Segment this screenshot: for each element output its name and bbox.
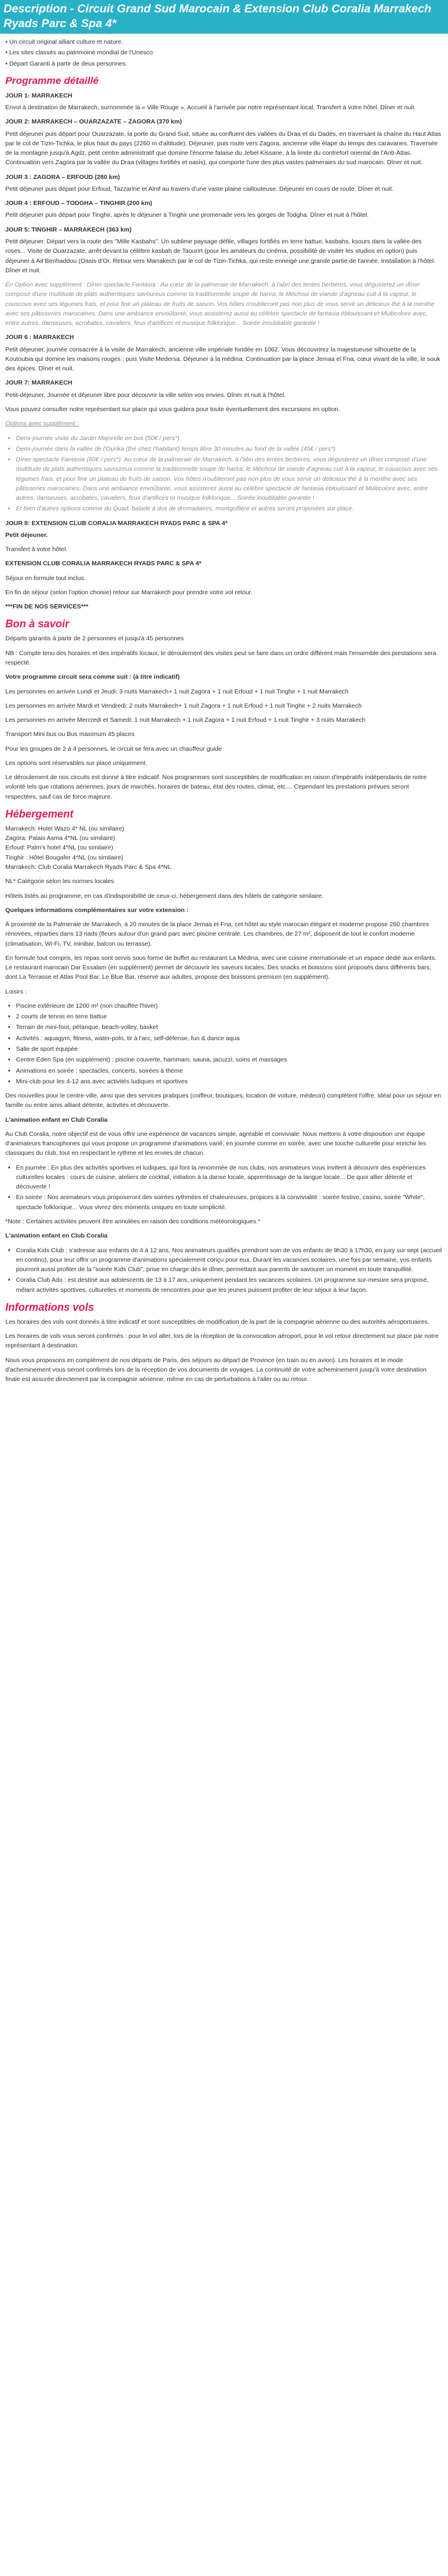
animation-list xyxy=(5,1163,443,1212)
option-item: • Demi-journée visite du Jardin Majorelle en bus (50€ / pers*) xyxy=(16,434,443,443)
hebergement-heading: Hébergement xyxy=(5,807,74,820)
bas-text: Les personnes en arrivée Lundi et Jeudi: 3 nuits Marrakech+ 1 nuit Zagora + 1 nuit Erfoud + 1 nuit Tinghir + 1 nuit Marrakech xyxy=(5,688,349,695)
vols-heading: Informations vols xyxy=(5,1301,95,1313)
day-block xyxy=(5,172,443,194)
representative-note: Vous pouvez consulter notre représentant sur place qui vous guidera pour toute éventuellement des excursions en option. xyxy=(5,405,340,413)
options-title: Options avec supplément : xyxy=(5,420,79,428)
day-title: JOUR 7: MARRAKECH xyxy=(5,379,73,387)
bas-text: Pour les groupes de 2 à 4 personnes, le circuit se fera avec un chauffeur guide xyxy=(5,745,222,753)
day8-line: En fin de séjour (selon l'option choisie) retour sur Marrakech pour prendre votre vol retour. xyxy=(5,588,253,596)
option-fantasia-note: En Option avec supplément : Dîner-spectacle Fantasia : Au cœur de la palmeraie de Marrakech, à l'abri des tentes berbères, vous dégusterez un dîner composé d'une multitude de plats authentiques savoureux comme la traditionnelle soupe de harira, le Méchoui de viande d'agneau cuit à la vapeur, le couscous avec ses légumes frais, et pour finir un plateau de fruits de saison. Vos hôtes n'oublieront pas non plus de vous servir un délicieux thé à la menthe avec ses pâtisseries marocaines. Dans une ambiance envoûtante, vous assisterez aussi au célèbre spectacle de fantasia éblouissant et Multicolore avec, entre autres, danseuses, acrobates, cavaliers, feux d'artifices et musique folklorique... Soirée inoubliable garantie ! xyxy=(5,281,434,327)
hotel-item: Marrakech: Hotel Wazo 4* NL (ou similaire) xyxy=(5,825,125,832)
vols-text: Les horaires de vols vous seront confirmés : pour le vol aller, lors de la réception de la convocation aéroport, pour le vol retour directement sur place par notre représentant à destination. xyxy=(5,1333,439,1350)
day-block xyxy=(5,117,443,167)
day-block xyxy=(5,198,443,220)
highlight-item: • Départ Garanti à partir de deux personnes. xyxy=(5,59,443,69)
loisir-item: • Activités : aquagym, fitness, water-polo, tir à l'arc, self-défense, fun & dance aqua xyxy=(16,1034,443,1043)
day-title: JOUR 5: TINGHIR – MARRAKECH (363 km) xyxy=(5,226,132,233)
loisirs-list xyxy=(5,1001,443,1086)
hotel-item: Marrakech: Club Coralia Marrakech Ryads Parc & Spa 4*NL xyxy=(5,864,171,871)
day-text: Petit déjeuner, journée consacrée à la visite de Marrakech, ancienne ville impériale fondée en 1062. Vous découvrirez la majestueuse silhouette de la Koutoubia qui domine les maisons rouges ; puis Visite Medersa. Déjeuner à la médina. Continuation par la place Jemaa el Fna, cœur vivant de la ville, le souk des épices. Dîner et nuit. xyxy=(5,346,440,373)
hotels-note: Hôtels listés au programme, en cas d'indisponibilité de ceux-ci, hébergement dans des hôtels de catégorie similaire. xyxy=(5,892,324,900)
end-of-services: ***FIN DE NOS SERVICES*** xyxy=(5,603,89,611)
day-text: Petit déjeuner puis départ pour Ouarzazate, la porte du Grand Sud, située au confluent des vallées du Draa et du Dadès, en traversant la chaîne du Haut Atlas par le col de Tizin-Tichka, le plus haut du pays (2260 m d'altitude). Déjeuner, puis route vers Zagora, ancienne ville étape du temps des caravanes. Traversée de la montagne jusqu'à Agdz, petit centre administratif que domine l'énorme falaise du Jebel Kissane, à la limite du contrefort oriental de l'Anti-Atlas. Continuation vers Zagora par la vallée du Draa (villages fortifiés et oasis), qui comporte l'une des plus vastes palmeraies du sud marocain. Dîner et nuit. xyxy=(5,130,441,167)
hotel-item: Zagora: Palais Asma 4*NL (ou similaire) xyxy=(5,835,115,842)
animation-text: Au Club Coralia, notre objectif est de vous offrir une expérience de vacances simple, agréable et conviviale. Nous mettons à votre disposition une équipe d'animateurs francophones qui vous propose un programme d'animations varié, en journée comme en soirée, avec une touche culturelle pour enrichir les classiques du club, tout en respectant le rythme et les envies de chacun. xyxy=(5,1130,426,1157)
kids-item: • Coralia Kids Club : s'adresse aux enfants de 4 à 12 ans. Nos animateurs qualifiés prendront soin de vos enfants de 9h30 à 17h30, en juxy sur sept (accueil en continu), pour leur offrir un programme d'animations spécialement conçu pour eux. Durant les vacances scolaires, une fois par semaine, vos enfants pourront aussi profiter de la "soirée Kids Club", prise en charge dès le dîner, permettant aux parents de savourer un moment en toute tranquillité. xyxy=(16,1246,443,1275)
programme-heading: Programme détaillé xyxy=(5,74,99,86)
bas-text: NB : Compte tenu des horaires et des impératifs locaux, le déroulement des visites peut se faire dans un ordre différent mais l'ensemble des prestations sera respecté. xyxy=(5,649,437,667)
day-text: Petit déjeuner puis départ pour Erfoud, Tazzarine et Alnif au travers d'une vaste plaine caillouteuse. Déjeuner en cours de route. Dîner et nuit. xyxy=(5,185,394,193)
loisir-item: • Piscine extérieure de 1200 m² (non chauffée l'hiver) xyxy=(16,1001,443,1011)
kids-title: L'animation enfant en Club Coralia xyxy=(5,1232,108,1240)
bas-programme-title: Votre programme circuit sera comme suit : (à titre indicatif) xyxy=(5,673,180,681)
day8-line: Petit déjeuner. xyxy=(5,531,48,539)
loisirs-title: Loisirs : xyxy=(5,988,27,995)
day8-line: Transfert à votre hôtel. xyxy=(5,546,68,553)
day-block xyxy=(5,378,443,400)
loisir-item: • Salle de sport équipée xyxy=(16,1044,443,1054)
option-item: • Demi-journée dans la vallée de l'Ourika (thé chez l'habitant) temps libre 30 minutes au fond de la vallée (45€ / pers*) xyxy=(16,444,443,454)
option-item: • Dîner-spectacle Fantasia (60€ / pers*): Au cœur de la palmeraie de Marrakech, à l'abri des tentes berbères, vous dégusterez un dîner composé d'une multitude de plats authentiques savoureux comme la traditionnelle soupe de harira, le Méchoui de viande d'agneau cuit à la vapeur, le couscous avec ses légumes frais, et pour finir un plateau de fruits de saison. Vos hôtes n'oublieront pas non plus de vous servir un délicieux thé à la menthe avec ses pâtisseries marocaines. Dans une ambiance envoûtante, vous assisterez aussi au célèbre spectacle de fantasia éblouissant et Multicolore avec, entre autres, danseuses, acrobates, cavaliers, feux d'artifices et musique folklorique... Soirée inoubliable garantie ! xyxy=(16,455,443,503)
day-title: JOUR 4 : ERFOUD – TODGHA – TINGHIR (200 km) xyxy=(5,200,152,207)
option-item: • Et bien d'autres options comme du Quad, balade à dos de dromadaires, montgolfière et autres seront proposées sur place. xyxy=(16,504,443,513)
day-text: Petit déjeuner puis départ pour Tinghir, après le déjeuner à Tinghir une promenade vers les gorges de Todgha. Dîner et nuit à l'hôtel. xyxy=(5,211,369,219)
day-title: JOUR 6 : MARRAKECH xyxy=(5,334,74,341)
day-title: JOUR 8: EXTENSION CLUB CORALIA MARRAKECH RYADS PARC & SPA 4* xyxy=(5,519,228,527)
day8-line: EXTENSION CLUB CORALIA MARRAKECH RYADS PARC & SPA 4* xyxy=(5,560,202,568)
page-title: Description - Circuit Grand Sud Marocain & Extension Club Coralia Marrakech Ryads Parc & Spa 4* xyxy=(0,0,448,34)
day-block xyxy=(5,333,443,373)
bon-a-savoir-heading: Bon à savoir xyxy=(5,618,70,630)
animation-note: *Note : Certaines activités peuvent être annulées en raison des conditions météorologiques.* xyxy=(5,1217,261,1225)
day-title: JOUR 2: MARRAKECH – OUARZAZATE – ZAGORA (370 km) xyxy=(5,118,182,126)
day-block xyxy=(5,225,443,275)
kids-list xyxy=(5,1246,443,1295)
day-text: Petit-déjeuner, Journée et déjeuner libre pour découvrir la ville selon vos envies. Dîner et nuit à l'hôtel. xyxy=(5,391,286,399)
highlight-item: • Les sites classés au patrimoine mondial de l'Unesco xyxy=(5,48,443,57)
animation-item: • En journée : En plus des activités sportives et ludiques, qui font la renommée de nos clubs, nos animateurs vous invitent à découvrir des expériences culturelles locales : cours de cuisine, ateliers de cocktail, initiation à la danse locale, apprentissage de la langue locale... De quoi allier détente et découverte ! xyxy=(16,1163,443,1192)
bas-text: Le déroulement de nos circuits est donné à titre indicatif. Nos programmes sont susceptibles de modification en raison d'impératifs indépendants de notre volonté tels que rotations aériennes, jours de marchés, horaires de bateau, état des routes, climat, etc.... Cependant les prestations prévues seront respectées, sauf cas de force majeure. xyxy=(5,774,427,800)
hotel-list xyxy=(5,824,443,872)
loisir-item: • 2 courts de tennis en terre battue xyxy=(16,1012,443,1021)
loisir-item: • Animations en soirée : spectacles, concerts, soirées à thème xyxy=(16,1066,443,1076)
vols-text: Nous vous proposons en complément de nos départs de Paris, des séjours au départ de Province (en train ou en avion). Les horaires et le mode d'acheminement vous seront confirmés lors de la réception de vos documents de voyages. La continuité de votre acheminement jusqu'à votre destination finale est assurée directement par la compagnie aérienne, même en cas de perturbations à l'aller ou au retour. xyxy=(5,1356,427,1383)
loisir-item: • Mini-club pour les 4-12 ans avec activités ludiques et sportives xyxy=(16,1077,443,1086)
extension-desc: Des nouvelles pour le centre-ville, ainsi que des services pratiques (coiffeur, boutiques, location de voiture, médecin) complètent l'offre. Idéal pour un séjour en famille ou entre amis alliant détente, activités et découverte. xyxy=(5,1092,441,1109)
hotel-item: Erfoud: Palm's hotel 4*NL (ou similaire) xyxy=(5,844,113,852)
day-title: JOUR 3 : ZAGORA – ERFOUD (280 km) xyxy=(5,173,120,181)
day-text: Petit déjeuner. Départ vers la route des "Mille Kasbahs". Un sublime paysage défile, villages fortifiés en terre battue, kasbahs, ksours dans la vallée des roses... Visite de Ouarzazate, arrêt devant la célèbre kasbah de Taourirt (pour les amateurs du cinéma, possibilité de visiter les studios en option) puis déjeuner à Ait Benhaddou (Oasis d'Or. Retour vers Marrakech par le col de Tizin-Tichka, qui reste enneigé une grande partie de l'année. Installation à l'hôtel. Dîner et nuit. xyxy=(5,237,436,274)
extension-desc: En formule tout compris, les repas sont servis sous forme de buffet au restaurant La Médina, avec une cuisine internationale et un espace dédié aux enfants. Le restaurant marocain Dar Essalam (en supplément) permet de découvrir les saveurs locales. Des snacks et boissons sont proposés dans différents bars, dont La Terrasse et Atlas Pool Bar. Le Blue Bar, réservé aux adultes, propose des boissons premium (en supplément). xyxy=(5,954,437,981)
nl-note: NL* Catégorie selon les normes locales xyxy=(5,878,114,885)
day-block xyxy=(5,91,443,113)
bas-text: Les personnes en arrivée Mercredi et Samedi: 1 nuit Marrakech + 1 nuit Zagora + 1 nuit Erfoud + 1 nuit Tinghir + 3 nuits Marrakech xyxy=(5,717,366,724)
loisir-item: • Terrain de mini-foot, pétanque, beach-volley, basket xyxy=(16,1022,443,1032)
loisir-item: • Centre Eden Spa (en supplément) : piscine couverte, hammam, sauna, jacuzzi, soins et massages xyxy=(16,1055,443,1064)
vols-text: Les horaires des vols sont donnés à titre indicatif et sont susceptibles de modification de la part de la compagnie aérienne ou des autorités aéroportuaires. xyxy=(5,1318,430,1326)
highlight-item: • Un circuit original alliant culture et nature. xyxy=(5,37,443,47)
animation-title: L'animation enfant en Club Coralia xyxy=(5,1116,108,1123)
hotel-item: Tinghir : Hôtel Bougafer 4*NL (ou similaire) xyxy=(5,854,124,861)
extension-desc: À proximité de la Palmeraie de Marrakech, à 20 minutes de la place Jemaa el-Fna, cet hôtel au style marocain élégant et moderne propose 260 chambres rénovées, réparties dans 13 riads (fleurs autour d'un grand parc avec piscine centrale. Les chambres, de 27 m², disposent de tout le confort moderne (climatisation, Wi-Fi, TV, minibar, balcon ou terrasse). xyxy=(5,921,429,947)
options-list xyxy=(5,434,443,514)
highlights-list xyxy=(5,37,443,69)
bas-text: Les options sont réservables sur place uniquement. xyxy=(5,759,147,767)
day-title: JOUR 1- MARRAKECH xyxy=(5,92,73,99)
day8-line: Séjour en formule tout inclus. xyxy=(5,574,86,582)
animation-item: • En soirée : Nos animateurs vous proposeront des soirées rythmées et chaleureuses, propices à la convivialité : soirée festive, casino, soirée "White", spectacle folklorique... Vous vivrez des moments uniques en toute simplicité. xyxy=(16,1193,443,1212)
bas-text: Transport Mini bus ou Bus maximum 45 places xyxy=(5,731,135,738)
bas-text: Départs garantis à partir de 2 personnes et jusqu'à 45 personnes xyxy=(5,635,184,643)
bas-text: Les personnes en arrivée Mardi et Vendredi: 2 nuits Marrakech+ 1 nuit Zagora + 1 nuit Erfoud + 1 nuit Tinghir + 2 nuits Marrakech xyxy=(5,702,362,709)
extension-info-title: Quelques informations complémentaires sur votre extension : xyxy=(5,906,189,914)
day-text: Envol à destination de Marrakech, surnommée la « Ville Rouge ». Accueil à l'arrivée par notre représentant local. Transfert à votre hôtel. Dîner et nuit. xyxy=(5,104,416,112)
kids-item: • Coralia Club Ado : est destiné aux adolescents de 13 à 17 ans, uniquement pendant les vacances scolaires. Un programme sur-mesure sera proposé, mêlant activités sportives, culturelles et moments de rencontres pour que les jeunes puissent profiter de leur séjour à leur façon. xyxy=(16,1275,443,1295)
